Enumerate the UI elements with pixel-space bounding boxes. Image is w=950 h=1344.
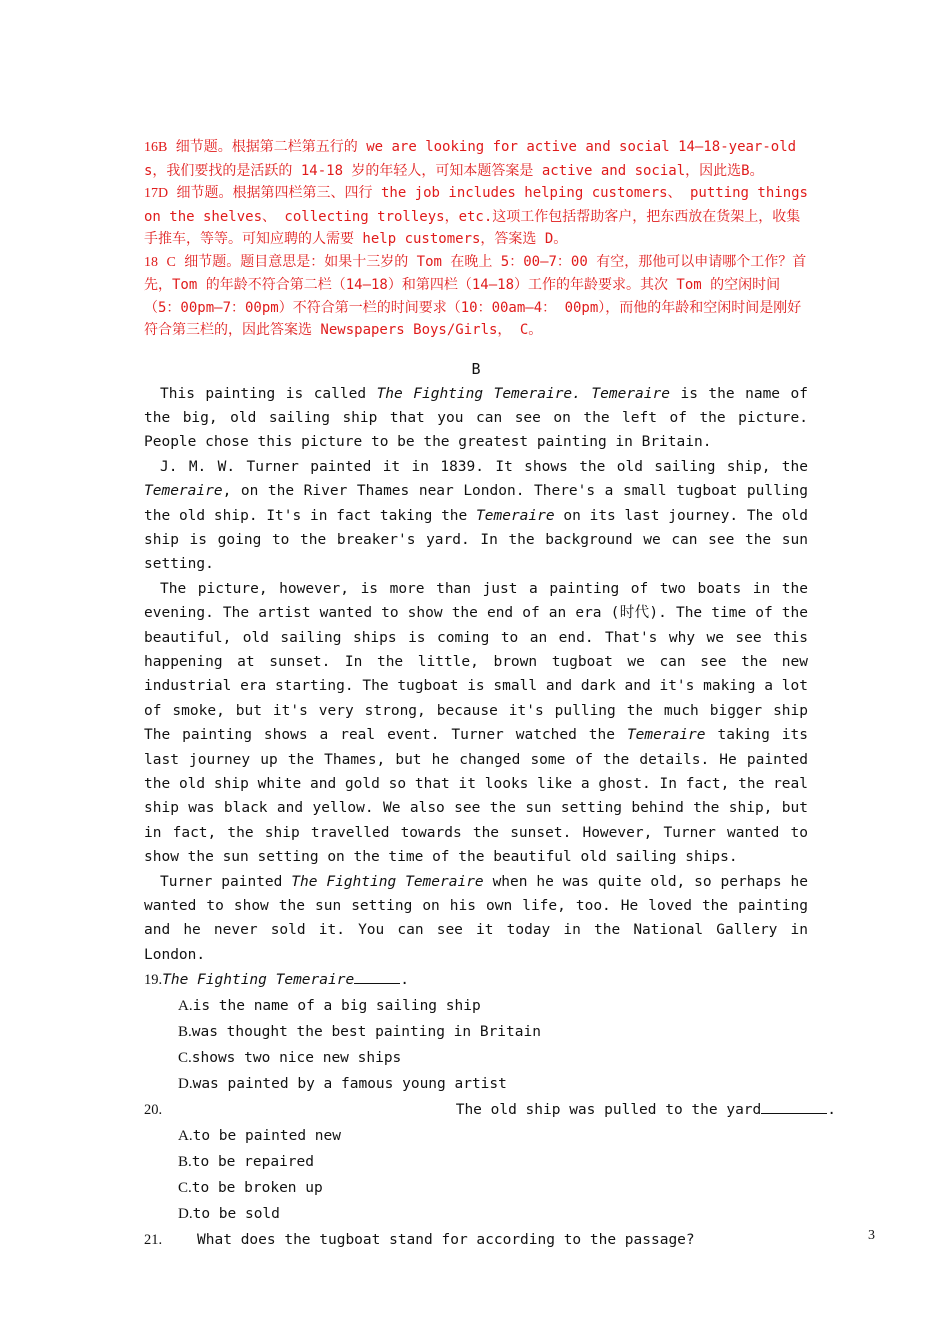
reading-passage bbox=[144, 382, 808, 968]
answer-17: 17D 细节题。根据第四栏第三、四行 the job includes helping customers、 putting things on the shelves、 collecting trolleys，etc.这项工作包括帮助客户，把东西放在货架上，收集手推车，等等。可知应聘的人需要 help customers，答案选 D。 bbox=[144, 185, 808, 247]
page-number: 3 bbox=[868, 1228, 875, 1243]
option-a[interactable]: A.is the name of a big sailing ship bbox=[178, 998, 481, 1015]
option-d[interactable]: D.was painted by a famous young artist bbox=[178, 1076, 507, 1093]
option-c[interactable]: C.shows two nice new ships bbox=[178, 1050, 402, 1067]
question-20 bbox=[144, 1097, 836, 1227]
answer-explanations bbox=[144, 136, 808, 342]
option-d[interactable]: D.to be sold bbox=[178, 1206, 280, 1223]
question-19-stem: 19.The Fighting Temeraire . bbox=[144, 967, 808, 993]
question-21-stem: 21. What does the tugboat stand for according to the passage? bbox=[144, 1232, 695, 1249]
answer-18: 18 C 细节题。题目意思是：如果十三岁的 Tom 在晚上 5：00—7：00 有空，那他可以申请哪个工作？首先，Tom 的年龄不符合第二栏（14—18）和第四栏（14—18）工作的年龄要求。其次 Tom 的空闲时间（5：00pm—7：00pm）不符合第一栏的时间要求（10：00am—4： 00pm），而他的年龄和空闲时间是刚好符合第三栏的，因此答案选 Newspapers Boys/Girls， C。 bbox=[144, 253, 807, 338]
section-title: B bbox=[471, 359, 481, 378]
option-c[interactable]: C.to be broken up bbox=[178, 1180, 323, 1197]
question-21 bbox=[144, 1227, 808, 1253]
passage-paragraph-1: This painting is called The Fighting Temeraire. Temeraire is the name of the big, old sailing ship that you can see on the left of the picture. People chose this picture to be the greatest painting in Britain. bbox=[144, 385, 808, 451]
option-a[interactable]: A.to be painted new bbox=[178, 1128, 341, 1145]
question-20-stem: 20. The old ship was pulled to the yard . bbox=[144, 1097, 836, 1123]
question-19 bbox=[144, 967, 808, 1097]
answer-16: 16B 细节题。根据第二栏第五行的 we are looking for active and social 14—18-year-olds，我们要找的是活跃的 14-18 岁的年轻人，可知本题答案是 active and social，因此选B。 bbox=[144, 139, 797, 179]
passage-paragraph-2: J. M. W. Turner painted it in 1839. It shows the old sailing ship, the Temeraire, on the River Thames near London. There's a small tugboat pulling the old ship. It's in fact taking the Temeraire on its last journey. The old ship is going to the breaker's yard. In the background we can see the sun setting. bbox=[144, 458, 808, 573]
passage-paragraph-4: Turner painted The Fighting Temeraire when he was quite old, so perhaps he wanted to show the sun setting on his own life, too. He loved the painting and he never sold it. You can see it today in the National Gallery in London. bbox=[144, 873, 808, 963]
answer-blank[interactable] bbox=[761, 1099, 827, 1114]
option-b[interactable]: B.was thought the best painting in Britain bbox=[178, 1024, 541, 1041]
passage-paragraph-3: The picture, however, is more than just a painting of two boats in the evening. The artist wanted to show the end of an era (时代). The time of the beautiful, old sailing ships is coming to an end. That's why we see this happening at sunset. In the little, brown tugboat we can see the new industrial era starting. The tugboat is small and dark and it's making a lot of smoke, but it's very strong, because it's pulling the much bigger ship The painting shows a real event. Turner watched the Temeraire taking its last journey up the Thames, but he changed some of the details. He painted the old ship white and gold so that it looks like a ghost. In fact, the real ship was black and yellow. We also see the sun setting behind the ship, but in fact, the ship travelled towards the sunset. However, Turner wanted to show the sun setting on the time of the beautiful old sailing ships. bbox=[144, 580, 809, 866]
option-b[interactable]: B.to be repaired bbox=[178, 1154, 314, 1171]
answer-blank[interactable] bbox=[354, 969, 400, 984]
document-page bbox=[144, 136, 836, 1253]
